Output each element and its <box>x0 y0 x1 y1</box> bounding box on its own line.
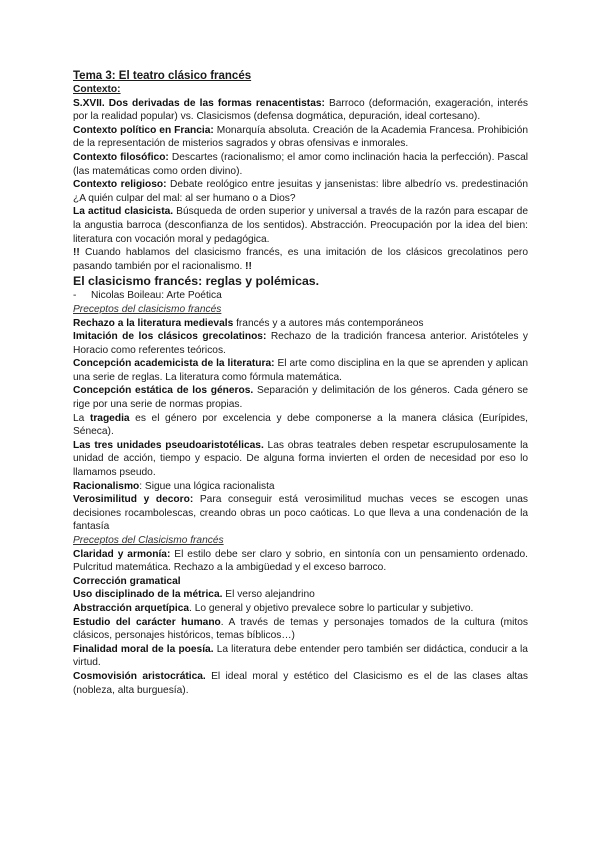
text: El verso alejandrino <box>222 589 315 601</box>
paragraph-siglo-xvii <box>73 97 528 124</box>
term: Contexto filosófico: <box>73 151 169 163</box>
term: Estudio del carácter humano <box>73 616 221 628</box>
list-bullet: - <box>73 290 77 302</box>
precept-cosmovision <box>73 670 528 697</box>
precept-generos <box>73 384 528 411</box>
list-item-text: Nicolas Boileau: Arte Poética <box>91 290 222 302</box>
text: Cuando hablamos del clasicismo francés, es una imitación de los clásicos grecolatinos pero pasando también por el racionalismo. <box>73 247 528 272</box>
paragraph-contexto-politico <box>73 124 528 151</box>
term: Imitación de los clásicos grecolatinos: <box>73 331 267 343</box>
text: . Lo general y objetivo prevalece sobre lo particular y subjetivo. <box>189 602 474 614</box>
page-title: Tema 3: El teatro clásico francés <box>73 70 252 82</box>
text: Búsqueda de orden superior y universal a través de la razón para escapar de la angustia barroca (desconfianza de los sentidos). Abstracción. Preocupación por la idea del bien: literatura con vocación moral y pedagógica. <box>73 206 528 245</box>
term: Concepción academicista de la literatura: <box>73 358 275 370</box>
contexto-heading: Contexto: <box>73 84 121 95</box>
paragraph-contexto-filosofico <box>73 151 528 178</box>
term: Uso disciplinado de la métrica. <box>73 589 223 601</box>
paragraph-nota <box>73 246 528 273</box>
text: El estilo debe ser claro y sobrio, en sintonía con un pensamiento ordenado. Pulcritud matemática. Rechazo a la ambigüedad y el exceso barroco. <box>73 548 528 574</box>
term: S.XVII. Dos derivadas de las formas renacentistas: <box>73 97 325 109</box>
term: Las tres unidades pseudoaristotélicas. <box>73 439 264 451</box>
precept-racionalismo <box>73 480 528 494</box>
term: Claridad y armonía: <box>73 548 171 560</box>
text: : Sigue una lógica racionalista <box>139 480 275 492</box>
paragraph-contexto-religioso <box>73 178 528 205</box>
term: Rechazo a la literatura medievals <box>73 317 234 329</box>
precept-caracter <box>73 616 528 643</box>
precept-imitacion <box>73 330 528 357</box>
preceptos-heading-2: Preceptos del Clasicismo francés <box>73 535 224 546</box>
term: tragedia <box>89 412 130 424</box>
term: Racionalismo <box>73 480 140 492</box>
precept-rechazo <box>73 317 528 331</box>
precept-academicista <box>73 357 528 384</box>
term: Contexto religioso: <box>73 179 167 191</box>
term: Finalidad moral de la poesía. <box>73 643 214 655</box>
text: La literatura debe entender pero también ser didáctica, conducir a la virtud. <box>73 643 528 669</box>
text: Para conseguir está verosimilitud muchas veces se escogen unas decisiones rocambolescas, creando obras un poco caóticas. Lo que lleva a una condenación de la fantasía <box>73 494 529 533</box>
term: La actitud clasicista. <box>73 206 174 218</box>
text: Las obras teatrales deben respetar escrupulosamente la unidad de acción, tiempo y espacio. De alguna forma invierten el orden de necesidad por eso lo llamamos pseudo. <box>73 439 528 479</box>
precept-correccion <box>73 575 528 589</box>
text: es el género por excelencia y debe componerse a la manera clásica (Eurípides, Séneca). <box>73 412 528 438</box>
precept-metrica <box>73 588 528 602</box>
text: Debate reológico entre jesuitas y jansenistas: libre albedrío vs. predestinación ¿A quién culpar del mal: al ser humano o a Dios? <box>73 179 529 204</box>
paragraph-actitud-clasicista <box>73 205 528 246</box>
text: Rechazo de la tradición francesa anterior. Aristóteles y Horacio como referentes teóricos. <box>73 331 529 356</box>
text: Barroco (deformación, exageración, interés por la realidad popular) vs. Clasicismos (defensa dogmática, depuración, ideal cortesano). <box>73 97 528 123</box>
text: . A través de temas y personajes tomados de la cultura (mitos clásicos, personajes históricos, temas bíblicos…) <box>73 616 528 642</box>
text: Separación y delimitación de los géneros. Cada género se rige por una serie de normas propias. <box>73 385 528 411</box>
precept-claridad <box>73 548 528 575</box>
precept-verosimilitud <box>73 493 528 534</box>
term: Corrección gramatical <box>73 575 181 587</box>
precept-unidades <box>73 439 528 480</box>
preceptos-heading: Preceptos del clasicismo francés <box>73 303 222 315</box>
section-heading: El clasicismo francés: reglas y polémicas. <box>73 274 320 289</box>
exclamation-mark: !! <box>73 247 80 259</box>
precept-abstraccion <box>73 602 528 616</box>
term: Abstracción arquetípica <box>73 602 190 614</box>
document-page <box>73 69 528 697</box>
text: Monarquía absoluta. Creación de la Academia Francesa. Prohibición de la representación de misterios sagrados y obras ofensivas e inmorales. <box>73 124 528 150</box>
text: Descartes (racionalismo; el amor como inclinación hacia la perfección). Pascal (las matemáticas como orden divino). <box>73 151 528 177</box>
term: Verosimilitud y decoro: <box>73 494 194 506</box>
precept-finalidad <box>73 643 528 670</box>
term: Cosmovisión aristocrática. <box>73 670 206 682</box>
list-item <box>73 289 528 303</box>
exclamation-mark: !! <box>245 260 252 272</box>
text: La <box>73 412 90 424</box>
term: Contexto político en Francia: <box>73 124 214 136</box>
precept-tragedia <box>73 412 528 439</box>
text: francés y a autores más contemporáneos <box>233 317 424 329</box>
text: El ideal moral y estético del Clasicismo es el de las clases altas (nobleza, alta burguesía). <box>73 670 528 696</box>
text: El arte como disciplina en la que se aprenden y aplican una serie de reglas. La literatura como fórmula matemática. <box>73 358 528 383</box>
term: Concepción estática de los géneros. <box>73 385 254 397</box>
